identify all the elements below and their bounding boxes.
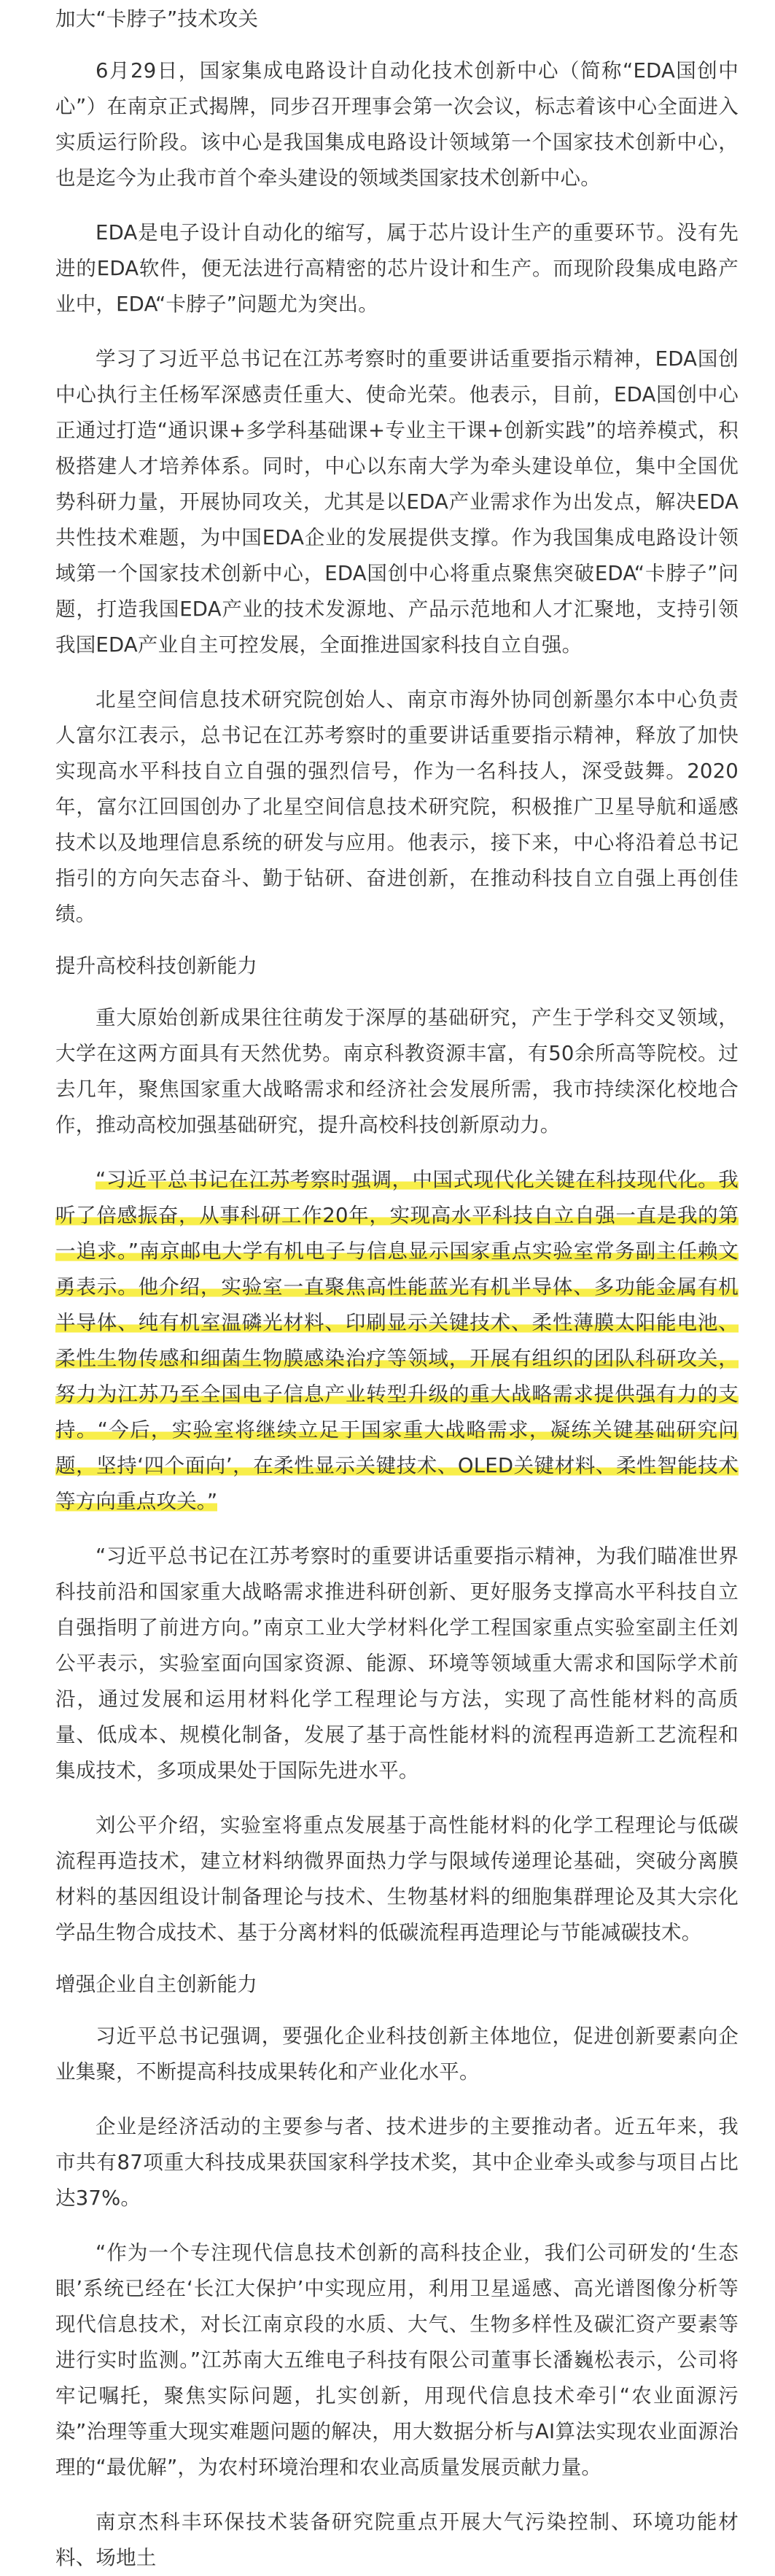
section-title-enterprise-innovation: 增强企业自主创新能力 [55, 1973, 257, 1996]
paragraph-lab-key-directions: 刘公平介绍，实验室将重点发展基于高性能材料的化学工程理论与低碳流程再造技术，建立材料纳微界面热力学与限域传递理论基础，突破分离膜材料的基因组设计制备理论与技术、生物基材料的细胞集群理论及其大宗化学品生物合成技术、基于分离材料的低碳流程再造理论与节能减碳技术。 [55, 1814, 739, 1944]
section-title-university-innovation: 提升高校科技创新能力 [55, 954, 257, 978]
paragraph-njupt-lab-quote [55, 1162, 739, 1520]
paragraph-ecology-eye-system: “作为一个专注现代信息技术创新的高科技企业，我们公司研发的‘生态眼’系统已经在‘长江大保护’中实现应用，利用卫星遥感、高光谱图像分析等现代信息技术，对长江南京段的水质、大气、生物多样性及碳汇资产要素等进行实时监测。”江苏南大五维电子科技有限公司董事长潘巍松表示，公司将牢记嘱托，聚焦实际问题，扎实创新，用现代信息技术牵引“农业面源污染”治理等重大现实难题问题的解决，用大数据分析与AI算法实现农业面源治理的“最优解”，为农村环境治理和农业高质量发展贡献力量。 [55, 2241, 739, 2479]
section-title-chokepoint-tech: 加大“卡脖子”技术攻关 [55, 7, 259, 31]
paragraph-eda-definition: EDA是电子设计自动化的缩写，属于芯片设计生产的重要环节。没有先进的EDA软件，便无法进行高精密的芯片设计和生产。而现阶段集成电路产业中，EDA“卡脖子”问题尤为突出。 [55, 221, 739, 316]
paragraph-enterprise-role: 习近平总书记强调，要强化企业科技创新主体地位，促进创新要素向企业集聚，不断提高科技成果转化和产业化水平。 [55, 2024, 739, 2084]
paragraph-njtech-lab-quote: “习近平总书记在江苏考察时的重要讲话重要指示精神，为我们瞄准世界科技前沿和国家重大战略需求推进科研创新、更好服务支撑高水平科技自立自强指明了前进方向。”南京工业大学材料化学工程国家重点实验室副主任刘公平表示，实验室面向国家资源、能源、环境等领域重大需求和国际学术前沿，通过发展和运用材料化学工程理论与方法，实现了高性能材料的高质量、低成本、规模化制备，发展了基于高性能材料的流程再造新工艺流程和集成技术，多项成果处于国际先进水平。 [55, 1544, 739, 1782]
paragraph-jiekefeng-institute: 南京杰科丰环保技术装备研究院重点开展大气污染控制、环境功能材料、场地土 [55, 2510, 739, 2569]
paragraph-science-awards: 企业是经济活动的主要参与者、技术进步的主要推动者。近五年来，我市共有87项重大科技成果获国家科学技术奖，其中企业牵头或参与项目占比达37%。 [55, 2115, 739, 2210]
paragraph-basic-research: 重大原始创新成果往往萌发于深厚的基础研究，产生于学科交叉领域，大学在这两方面具有天然优势。南京科教资源丰富，有50余所高等院校。过去几年，聚焦国家重大战略需求和经济社会发展所需，我市持续深化校地合作，推动高校加强基础研究，提升高校科技创新原动力。 [55, 1006, 739, 1137]
paragraph-beixing-institute: 北星空间信息技术研究院创始人、南京市海外协同创新墨尔本中心负责人富尔江表示，总书记在江苏考察时的重要讲话重要指示精神，释放了加快实现高水平科技自立自强的强烈信号，作为一名科技人，深受鼓舞。2020年，富尔江回国创办了北星空间信息技术研究院，积极推广卫星导航和遥感技术以及地理信息系统的研发与应用。他表示，接下来，中心将沿着总书记指引的方向矢志奋斗、勤于钻研、奋进创新，在推动科技自立自强上再创佳绩。 [55, 688, 739, 926]
paragraph-eda-talent-training: 学习了习近平总书记在江苏考察时的重要讲话重要指示精神，EDA国创中心执行主任杨军深感责任重大、使命光荣。他表示，目前，EDA国创中心正通过打造“通识课+多学科基础课+专业主干课+创新实践”的培养模式，积极搭建人才培养体系。同时，中心以东南大学为牵头建设单位，集中全国优势科研力量，开展协同攻关，尤其是以EDA产业需求作为出发点，解决EDA共性技术难题，为中国EDA企业的发展提供支撑。作为我国集成电路设计领域第一个国家技术创新中心，EDA国创中心将重点聚焦突破EDA“卡脖子”问题，打造我国EDA产业的技术发源地、产品示范地和人才汇聚地，支持引领我国EDA产业自主可控发展，全面推进国家科技自立自强。 [55, 347, 739, 657]
paragraph-eda-center-unveiled: 6月29日，国家集成电路设计自动化技术创新中心（简称“EDA国创中心”）在南京正式揭牌，同步召开理事会第一次会议，标志着该中心全面进入实质运行阶段。该中心是我国集成电路设计领域第一个国家技术创新中心，也是迄今为止我市首个牵头建设的领域类国家技术创新中心。 [55, 59, 739, 190]
highlighted-quote: “习近平总书记在江苏考察时强调，中国式现代化关键在科技现代化。我听了倍感振奋，从事科研工作20年，实现高水平科技自立自强一直是我的第一追求。”南京邮电大学有机电子与信息显示国家重点实验室常务副主任赖文勇表示。他介绍，实验室一直聚焦高性能蓝光有机半导体、多功能金属有机半导体、纯有机室温磷光材料、印刷显示关键技术、柔性薄膜太阳能电池、柔性生物传感和细菌生物膜感染治疗等领域，开展有组织的团队科研攻关，努力为江苏乃至全国电子信息产业转型升级的重大战略需求提供强有力的支持。“今后，实验室将继续立足于国家重大战略需求，凝练关键基础研究问题，坚持‘四个面向’，在柔性显示关键技术、OLED关键材料、柔性智能技术等方向重点攻关。” [55, 1168, 739, 1513]
